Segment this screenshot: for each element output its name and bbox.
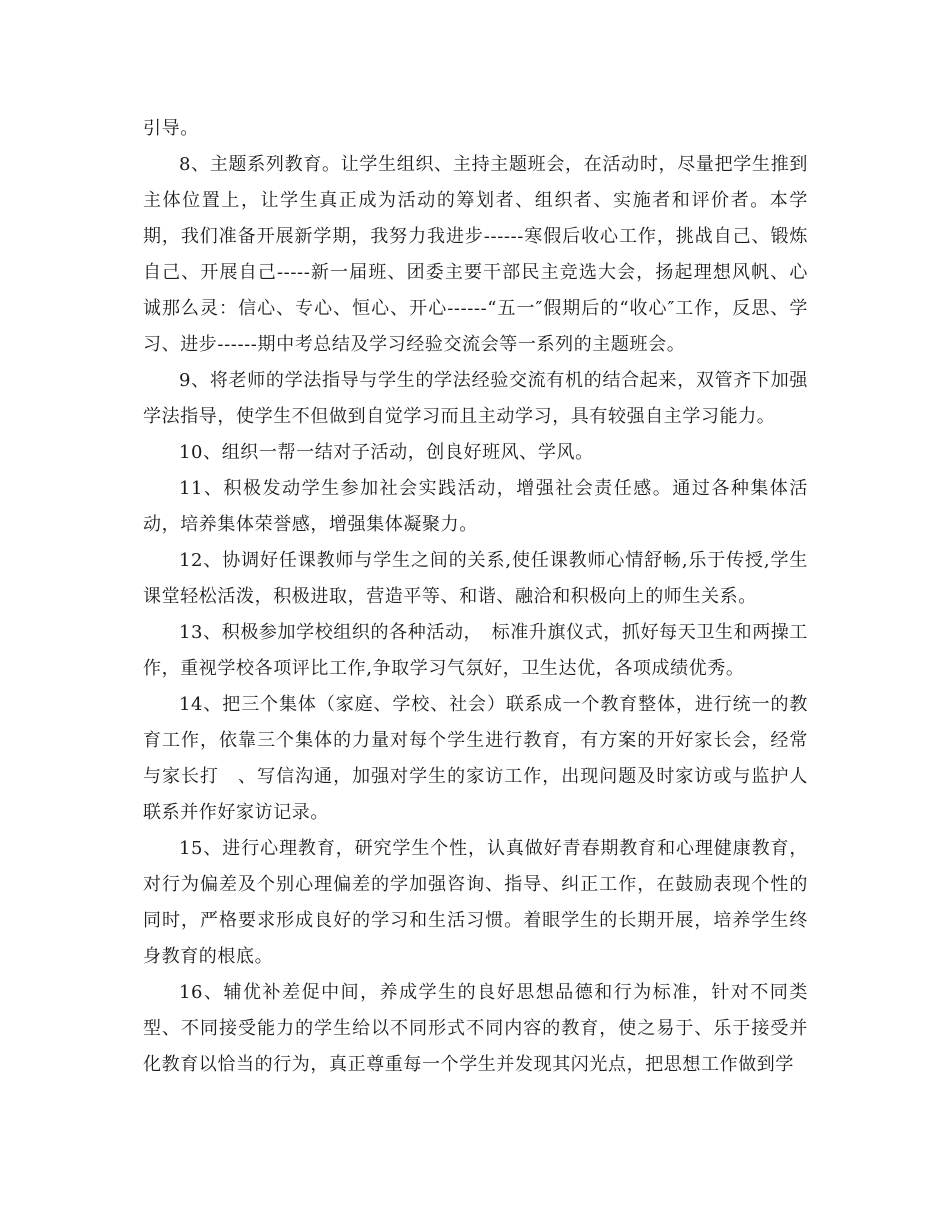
- paragraph-item-14: 14、把三个集体（家庭、学校、社会）联系成一个教育整体，进行统一的教育工作，依靠三个集体的力量对每个学生进行教育，有方案的开好家长会，经常与家长打 、写信沟通，加强对学生的家访工作，出现问题及时家访或与监护人联系并作好家访记录。: [143, 694, 808, 823]
- paragraph-item-16: 16、辅优补差促中间，养成学生的良好思想品德和行为标准，针对不同类型、不同接受能力的学生给以不同形式不同内容的教育，使之易于、乐于接受并化教育以恰当的行为，真正尊重每一个学生并发现其闪光点，把思想工作做到学: [143, 982, 808, 1075]
- paragraph-item-11: 11、积极发动学生参加社会实践活动，增强社会责任感。通过各种集体活动，培养集体荣誉感，增强集体凝聚力。: [143, 478, 808, 535]
- paragraph-continuation: 引导。: [143, 118, 199, 139]
- paragraph-item-13: 13、积极参加学校组织的各种活动， 标准升旗仪式，抓好每天卫生和两操工作，重视学校各项评比工作,争取学习气氛好，卫生达优，各项成绩优秀。: [143, 622, 808, 679]
- paragraph-item-15: 15、进行心理教育，研究学生个性，认真做好青春期教育和心理健康教育，对行为偏差及个别心理偏差的学加强咨询、指导、纠正工作，在鼓励表现个性的同时，严格要求形成良好的学习和生活习惯。着眼学生的长期开展，培养学生终身教育的根底。: [143, 838, 808, 967]
- paragraph-item-10: 10、组织一帮一结对子活动，创良好班风、学风。: [179, 442, 594, 463]
- document-body: [143, 111, 808, 1083]
- paragraph-item-8: 8、主题系列教育。让学生组织、主持主题班会，在活动时，尽量把学生推到主体位置上，让学生真正成为活动的筹划者、组织者、实施者和评价者。本学期，我们准备开展新学期，我努力我进步------寒假后收心工作，挑战自己、锻炼自己、开展自己-----新一届班、团委主要干部民主竞选大会，扬起理想风帆、心诚那么灵：信心、专心、恒心、开心------“五一″假期后的“收心″工作，反思、学习、进步------期中考总结及学习经验交流会等一系列的主题班会。: [143, 154, 808, 355]
- paragraph-item-9: 9、将老师的学法指导与学生的学法经验交流有机的结合起来，双管齐下加强学法指导，使学生不但做到自觉学习而且主动学习，具有较强自主学习能力。: [143, 370, 808, 427]
- paragraph-item-12: 12、协调好任课教师与学生之间的关系,使任课教师心情舒畅,乐于传授,学生课堂轻松活泼，积极进取，营造平等、和谐、融洽和积极向上的师生关系。: [143, 550, 808, 607]
